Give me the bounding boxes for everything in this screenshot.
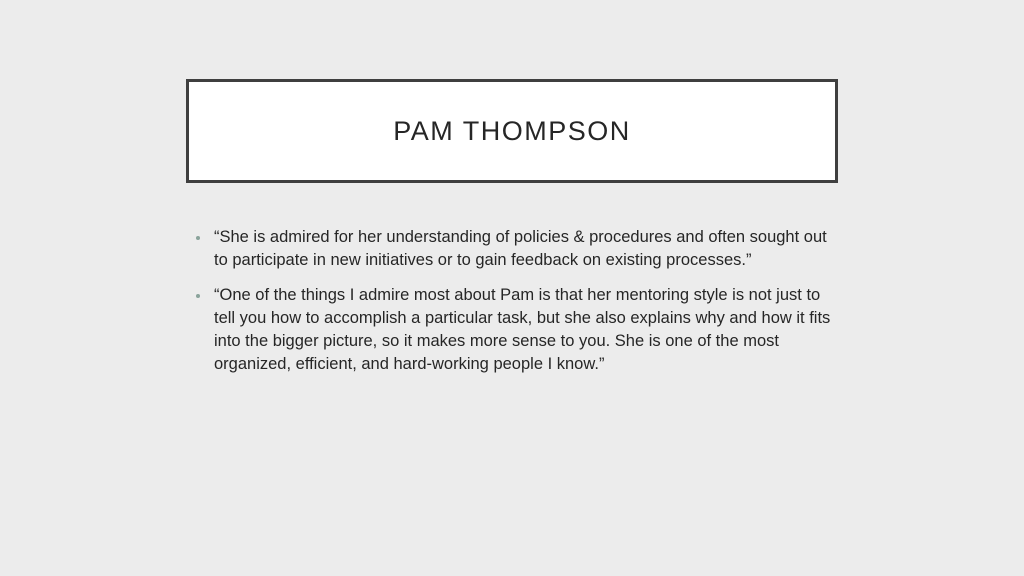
bullet-text-2: “One of the things I admire most about Pam is that her mentoring style is not just to tell you how to accomplish a particular task, but she also explains why and how it fits into the bigger picture, so it makes more sense to you. She is one of the most organized, efficient, and hard-working people I know.” — [214, 286, 831, 373]
bullet-dot-icon — [196, 294, 200, 298]
slide-title: PAM THOMPSON — [393, 115, 631, 146]
bullet-dot-icon — [196, 236, 200, 240]
bullet-item-2 — [196, 284, 836, 376]
title-box — [186, 79, 838, 183]
bullet-text-1: “She is admired for her understanding of policies & procedures and often sought out to participate in new initiatives or to gain feedback on existing processes.” — [214, 228, 827, 269]
bullet-item-1 — [196, 226, 836, 272]
bullet-list — [196, 226, 836, 388]
